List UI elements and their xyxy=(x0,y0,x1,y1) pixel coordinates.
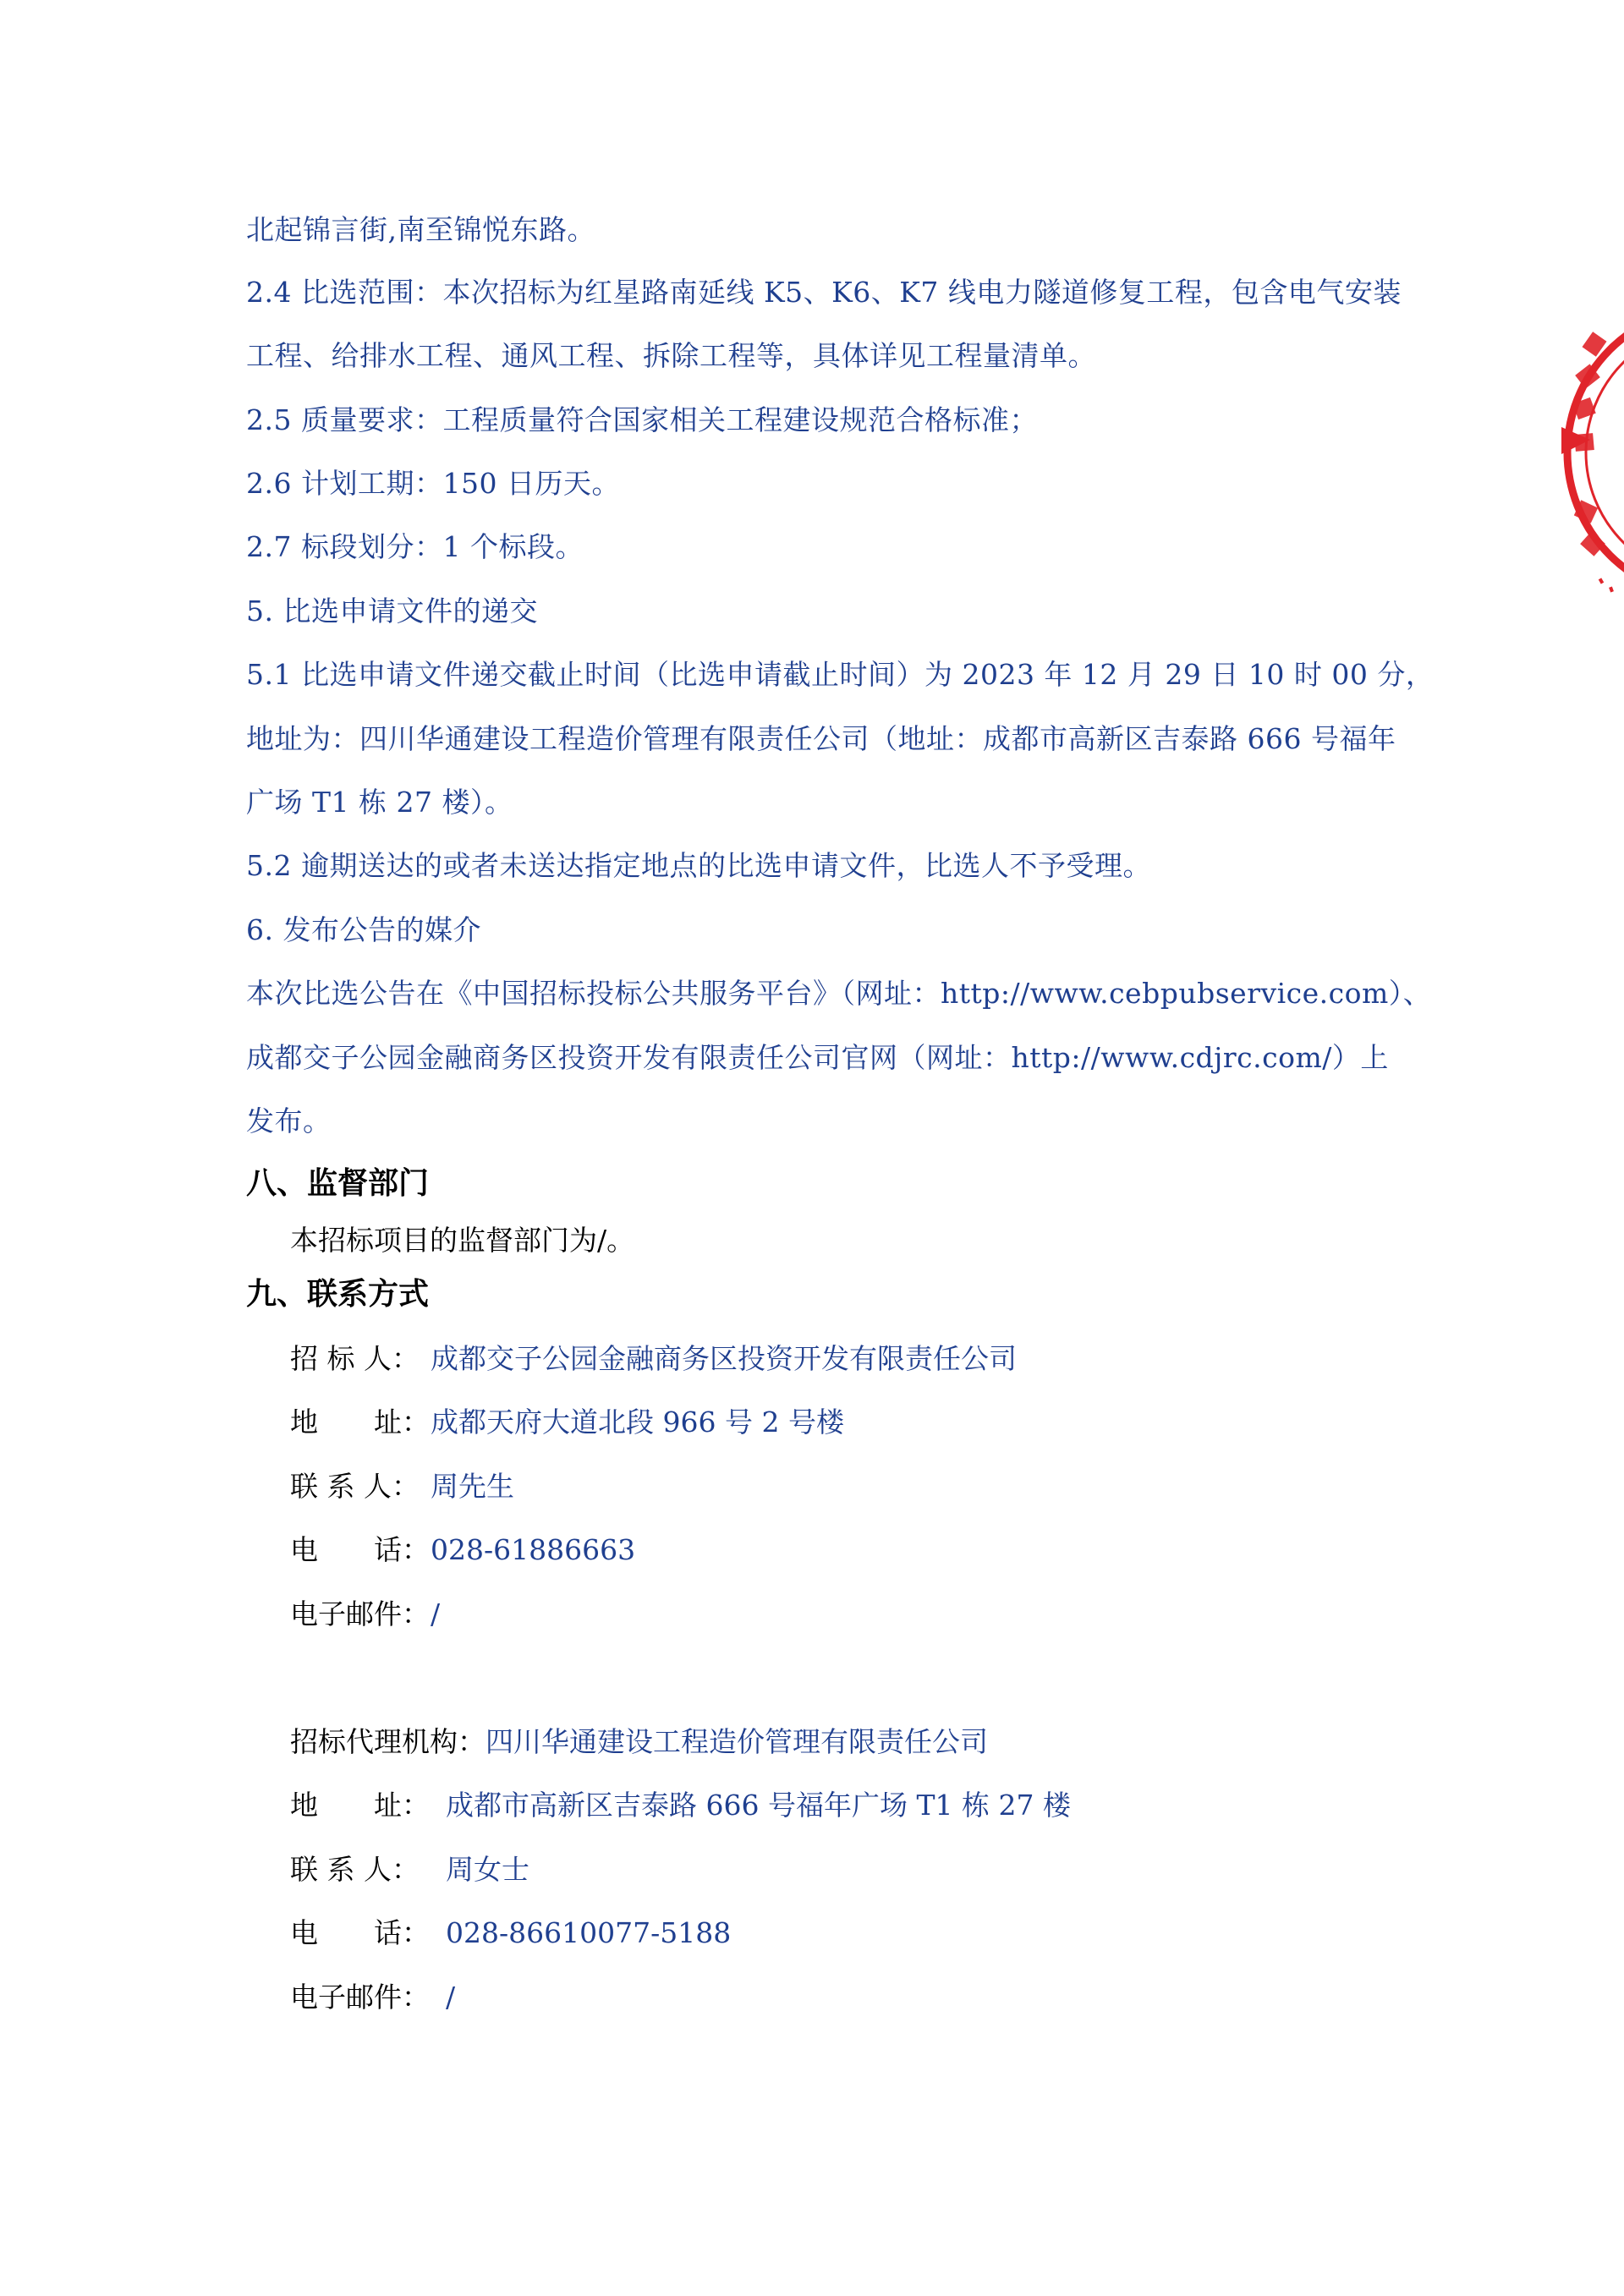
body-line: 6. 发布公告的媒介 xyxy=(246,913,481,946)
contact-row xyxy=(290,1342,1017,1376)
body-line: 5.1 比选申请文件递交截止时间（比选申请截止时间）为 2023 年 12 月 29 日 10 时 00 分， xyxy=(246,658,1435,691)
contact-value: 成都天府大道北段 966 号 2 号楼 xyxy=(431,1406,844,1438)
contact-row xyxy=(290,1916,731,1950)
contact-label: 电子邮件： xyxy=(290,1597,430,1630)
contact-value: 成都市高新区吉泰路 666 号福年广场 T1 栋 27 楼 xyxy=(446,1789,1071,1822)
body-line: 发布。 xyxy=(246,1104,332,1137)
contact-row xyxy=(290,1470,514,1504)
body-line: 工程、给排水工程、通风工程、拆除工程等，具体详见工程量清单。 xyxy=(246,339,1096,372)
body-line: 2.6 计划工期：150 日历天。 xyxy=(246,467,620,500)
contact-value: 四川华通建设工程造价管理有限责任公司 xyxy=(486,1725,988,1758)
contact-label: 地 址： xyxy=(290,1789,430,1822)
contact-label: 电子邮件： xyxy=(290,1981,430,2014)
contact-value: 028-86610077-5188 xyxy=(446,1916,732,1949)
body-line: 北起锦言街,南至锦悦东路。 xyxy=(246,213,595,246)
body-line: 成都交子公园金融商务区投资开发有限责任公司官网（网址：http://www.cdjrc.com/）上 xyxy=(246,1041,1389,1074)
contact-value: 028-61886663 xyxy=(431,1533,636,1566)
contact-row xyxy=(290,1406,844,1439)
section-heading-contact: 九、联系方式 xyxy=(246,1277,430,1312)
contact-value: 周先生 xyxy=(431,1470,514,1503)
contact-label: 电 话： xyxy=(290,1533,430,1566)
contact-row xyxy=(290,1981,455,2014)
contact-value: / xyxy=(431,1597,441,1630)
body-line: 本次比选公告在《中国招标投标公共服务平台》（网址：http://www.cebpubservice.com）、 xyxy=(246,977,1432,1010)
contact-label: 联 系 人： xyxy=(290,1853,420,1886)
contact-value: / xyxy=(446,1981,456,2014)
contact-label: 招 标 人： xyxy=(290,1342,420,1375)
contact-row xyxy=(290,1725,988,1759)
company-seal-icon xyxy=(1556,292,1624,613)
contact-label: 联 系 人： xyxy=(290,1470,420,1503)
supervision-text: 本招标项目的监督部门为/。 xyxy=(290,1224,635,1257)
contact-label: 地 址： xyxy=(290,1406,430,1438)
contact-row xyxy=(290,1533,635,1567)
section-heading-supervision: 八、监督部门 xyxy=(246,1166,430,1201)
body-line: 2.7 标段划分：1 个标段。 xyxy=(246,530,584,563)
body-line: 地址为：四川华通建设工程造价管理有限责任公司（地址：成都市高新区吉泰路 666 号福年 xyxy=(246,722,1396,755)
contact-value: 成都交子公园金融商务区投资开发有限责任公司 xyxy=(431,1342,1017,1375)
body-line: 广场 T1 栋 27 楼）。 xyxy=(246,786,513,819)
body-line: 5. 比选申请文件的递交 xyxy=(246,595,538,627)
body-line: 2.4 比选范围：本次招标为红星路南延线 K5、K6、K7 线电力隧道修复工程，包含电气安装 xyxy=(246,276,1402,309)
body-line: 2.5 质量要求：工程质量符合国家相关工程建设规范合格标准； xyxy=(246,403,1038,436)
contact-value: 周女士 xyxy=(446,1853,529,1886)
contact-row xyxy=(290,1597,440,1631)
contact-label: 招标代理机构： xyxy=(290,1725,486,1758)
contact-label: 电 话： xyxy=(290,1916,430,1949)
contact-row xyxy=(290,1789,1071,1822)
contact-row xyxy=(290,1853,529,1887)
body-line: 5.2 逾期送达的或者未送达指定地点的比选申请文件，比选人不予受理。 xyxy=(246,849,1151,882)
